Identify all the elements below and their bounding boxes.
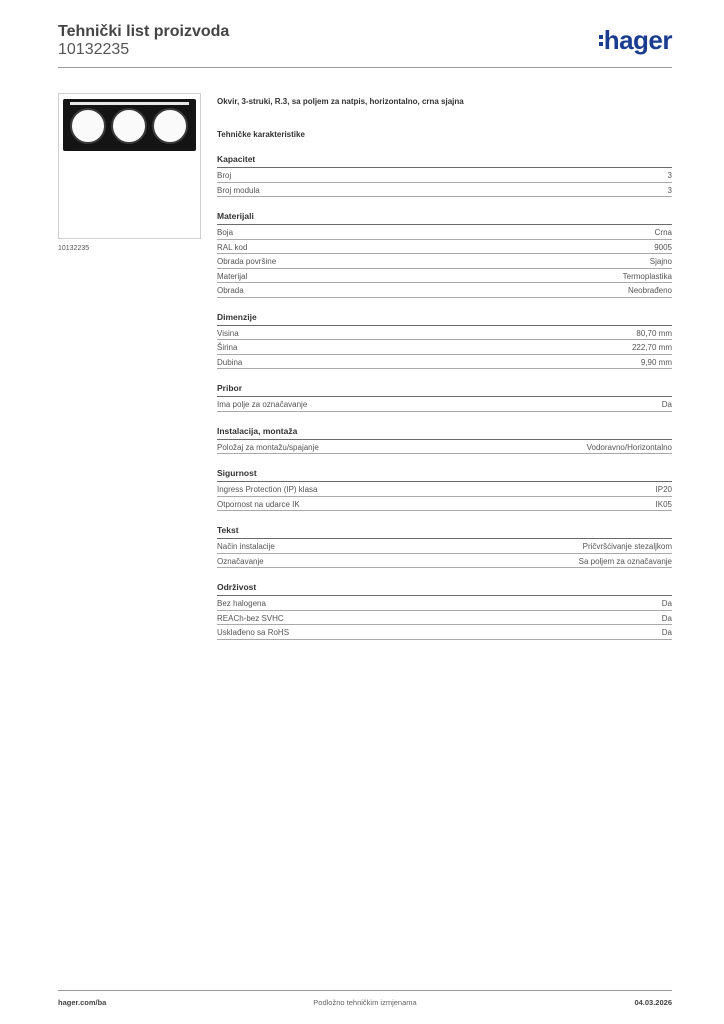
spec-row [217,240,672,255]
spec-value: Neobrađeno [627,286,672,295]
spec-value: Sa poljem za označavanje [578,556,672,566]
footer-date: 04.03.2026 [634,998,672,1007]
spec-section [217,426,672,455]
spec-label: Dubina [217,357,243,367]
spec-row [217,326,672,341]
section-title: Tekst [217,525,672,539]
spec-value: IK05 [655,499,672,509]
frame-illustration [63,99,196,151]
spec-label: Širina [217,343,238,352]
spec-section [217,525,672,568]
spec-label: Obrada površine [217,257,277,266]
spec-label: Položaj za montažu/spajanje [217,442,319,452]
spec-section [217,582,672,640]
spec-row [217,397,672,412]
section-title: Materijali [217,211,672,225]
logo-dots-icon [599,35,603,46]
spec-row [217,355,672,370]
section-title: Održivost [217,582,672,596]
section-title: Sigurnost [217,468,672,482]
document-footer [58,990,672,1010]
section-title: Instalacija, montaža [217,426,672,440]
spec-sections [217,154,672,640]
footer-note: Podložno tehničkim izmjenama [313,998,417,1007]
spec-row [217,611,672,626]
spec-label: Način instalacije [217,542,275,551]
spec-value: Da [661,400,672,409]
spec-value: Da [661,628,672,637]
section-title: Pribor [217,383,672,397]
product-image [58,93,201,239]
spec-label: Broj [217,171,232,180]
spec-row [217,539,672,554]
spec-label: Otpornost na udarce IK [217,499,300,509]
spec-value: Termoplastika [622,271,672,281]
spec-value: 80,70 mm [636,328,672,338]
spec-section [217,468,672,511]
socket-opening-2 [111,108,147,144]
spec-value: Pričvršćivanje stezaljkom [582,542,672,551]
spec-value: Da [661,613,672,623]
spec-row [217,497,672,512]
spec-label: Obrada [217,286,244,295]
spec-label: Označavanje [217,556,264,566]
tech-heading: Tehničke karakteristike [217,130,305,139]
spec-section [217,383,672,412]
spec-row [217,340,672,355]
spec-section [217,154,672,197]
spec-row [217,168,672,183]
section-title: Kapacitet [217,154,672,168]
socket-opening-1 [70,108,106,144]
spec-row [217,283,672,298]
spec-value: Vodoravno/Horizontalno [586,442,672,452]
footer-website[interactable]: hager.com/ba [58,998,107,1007]
spec-row [217,225,672,240]
spec-row [217,625,672,640]
product-description: Okvir, 3-struki, R.3, sa poljem za natpis, horizontalno, crna sjajna [217,97,464,106]
spec-row [217,269,672,284]
spec-value: 3 [667,171,672,180]
spec-label: Ima polje za označavanje [217,400,308,409]
spec-label: Boja [217,228,234,237]
spec-row [217,254,672,269]
document-title: Tehnički list proizvoda [58,23,230,40]
spec-row [217,554,672,569]
hager-logo [599,25,672,55]
spec-row [217,183,672,198]
spec-value: Sjajno [649,257,672,266]
label-field [70,102,189,105]
spec-label: Broj modula [217,185,260,195]
product-code: 10132235 [58,41,130,58]
spec-label: Visina [217,328,239,338]
spec-row [217,596,672,611]
spec-label: Usklađeno sa RoHS [217,628,290,637]
spec-row [217,482,672,497]
image-caption: 10132235 [58,245,90,252]
spec-value: 222,70 mm [631,343,672,352]
spec-value: Crna [654,228,672,237]
spec-value: 9005 [654,242,672,252]
spec-content [217,96,672,640]
logo-text: hager [603,25,672,55]
spec-section [217,211,672,298]
spec-label: REACh-bez SVHC [217,613,284,623]
spec-section [217,312,672,370]
spec-label: Bez halogena [217,599,266,608]
spec-label: RAL kod [217,242,248,252]
spec-value: 3 [667,185,672,195]
socket-opening-3 [152,108,188,144]
spec-label: Materijal [217,271,248,281]
spec-label: Ingress Protection (IP) klasa [217,485,318,494]
spec-value: IP20 [655,485,672,494]
spec-row [217,440,672,455]
document-header [58,22,672,68]
spec-value: Da [661,599,672,608]
section-title: Dimenzije [217,312,672,326]
spec-value: 9,90 mm [640,357,672,367]
